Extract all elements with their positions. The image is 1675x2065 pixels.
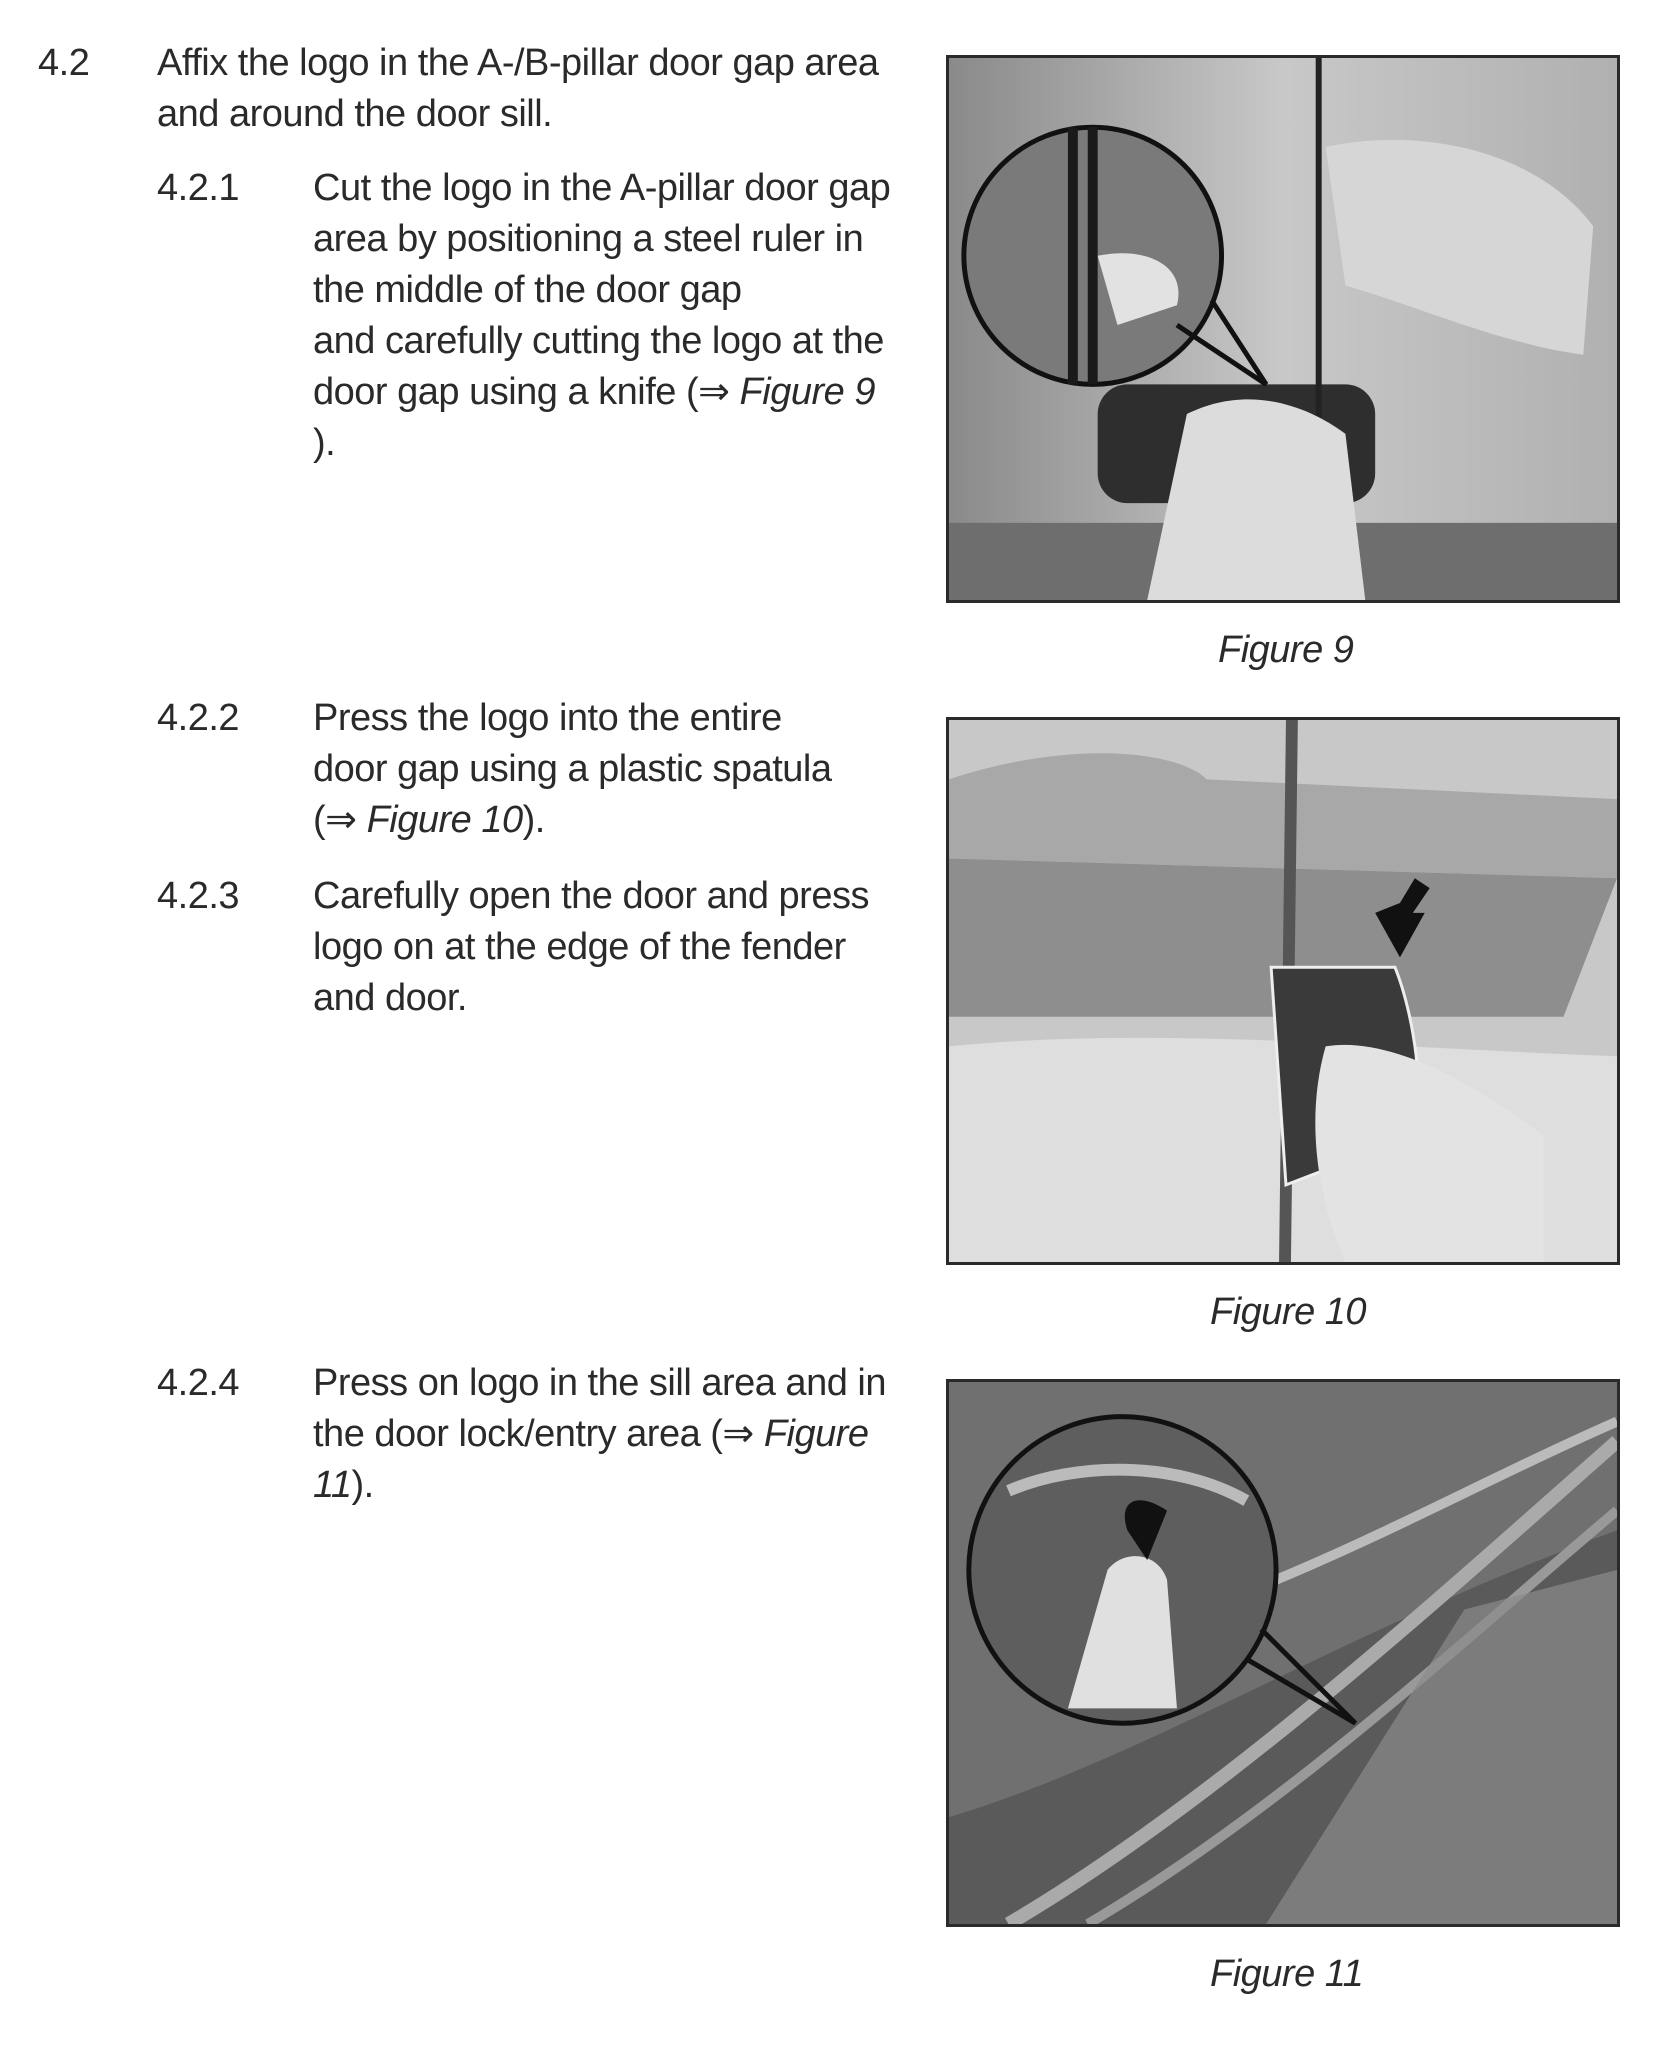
figure-reference: Figure 9: [739, 371, 875, 413]
figure-caption: Figure 10: [1210, 1291, 1367, 1333]
step-line: [313, 1460, 903, 1511]
figure-10-photo: [946, 717, 1620, 1265]
step-line-text: the door lock/entry area (⇒: [313, 1413, 764, 1455]
step-text: [313, 871, 903, 1024]
step-line-suffix: ).: [522, 799, 545, 841]
step-number: 4.2.1: [157, 167, 240, 209]
step-line: the middle of the door gap: [313, 269, 742, 311]
step-line: Cut the logo in the A-pillar door gap: [313, 167, 891, 209]
section-text: Affix the logo in the A-/B-pillar door gap area and around the door sill.: [157, 42, 879, 135]
figure-caption: Figure 9: [1218, 629, 1354, 671]
step-line-text: door gap using a knife (⇒: [313, 371, 740, 413]
step-number: 4.2.3: [157, 875, 240, 917]
step-line: Press the logo into the entire: [313, 697, 782, 739]
step-text: [313, 163, 903, 469]
figure-11-photo: [946, 1379, 1620, 1927]
step-line: [313, 795, 903, 846]
step-line-suffix: ).: [313, 422, 336, 464]
step-line: door gap using a plastic spatula: [313, 748, 832, 790]
step-line: and carefully cutting the logo at the: [313, 320, 884, 362]
step-text: [313, 1358, 903, 1511]
step-line: [313, 367, 903, 469]
step-line: Press on logo in the sill area and in: [313, 1362, 886, 1404]
step-line: Carefully open the door and press: [313, 875, 869, 917]
figure-reference: Figure 10: [366, 799, 523, 841]
step-line: [313, 1409, 903, 1460]
step-text: [313, 693, 903, 846]
figure-caption: Figure 11: [1210, 1953, 1364, 1995]
figure-reference: Figure: [763, 1413, 869, 1455]
step-line: area by positioning a steel ruler in: [313, 218, 864, 260]
step-line: logo on at the edge of the fender: [313, 926, 846, 968]
step-line-suffix: ).: [351, 1464, 374, 1506]
section-number: 4.2: [38, 42, 90, 84]
step-line: and door.: [313, 977, 467, 1019]
figure-9-photo: [946, 55, 1620, 603]
step-number: 4.2.2: [157, 697, 240, 739]
step-line-text: (⇒: [313, 799, 367, 841]
figure-reference: 11: [313, 1464, 352, 1506]
step-number: 4.2.4: [157, 1362, 240, 1404]
